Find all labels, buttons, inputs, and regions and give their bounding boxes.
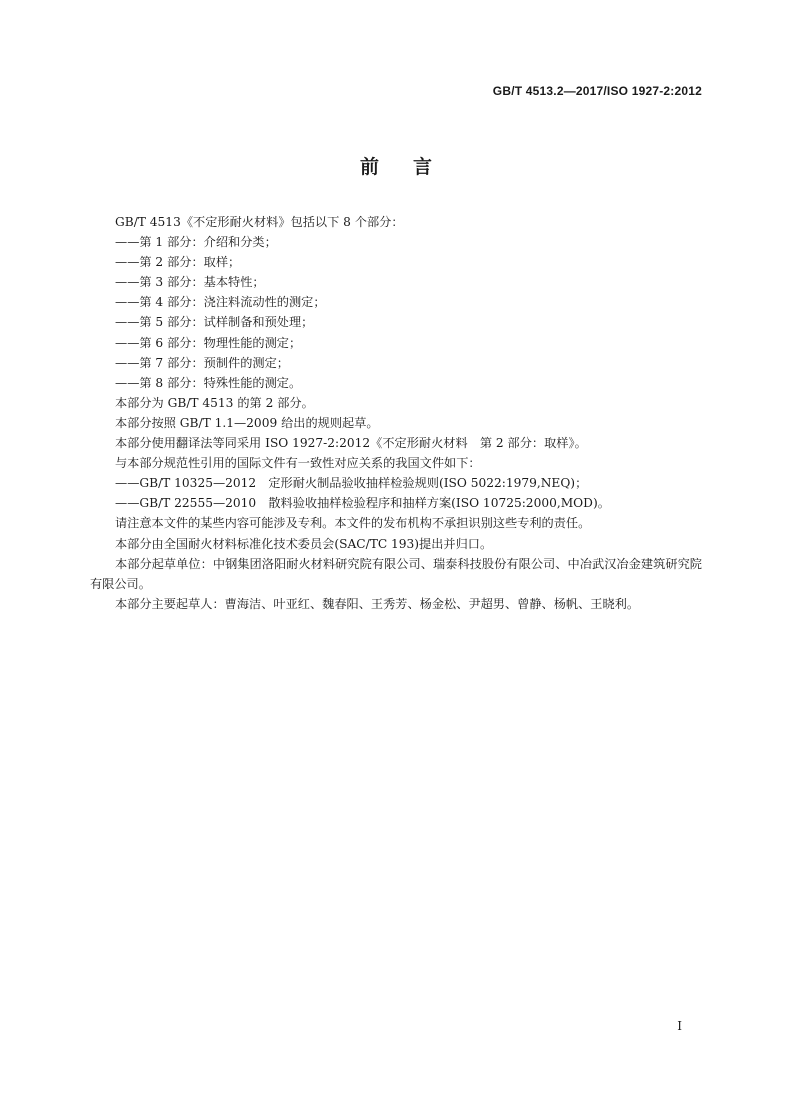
title-char-2: 言	[413, 156, 433, 178]
proposer-paragraph: 本部分由全国耐火材料标准化技术委员会(SAC/TC 193)提出并归口。	[115, 536, 493, 551]
referenced-documents-intro: 与本部分规范性引用的国际文件有一致性对应关系的我国文件如下：	[115, 456, 481, 471]
list-item-part-4: ——第 4 部分：浇注料流动性的测定；	[115, 295, 326, 310]
list-item-part-7: ——第 7 部分：预制件的测定；	[115, 355, 289, 370]
intro-paragraph: GB/T 4513《不定形耐火材料》包括以下 8 个部分：	[115, 215, 404, 229]
referenced-document-item: ——GB/T 22555—2010 散料验收抽样检验程序和抽样方案(ISO 10725:2000,MOD)。	[115, 496, 610, 511]
title-char-1: 前	[359, 156, 379, 178]
drafting-units-paragraph: 本部分起草单位：中钢集团洛阳耐火材料研究院有限公司、瑞泰科技股份有限公司、中冶武汉冶金建筑研究院有限公司。	[90, 556, 702, 591]
list-item-part-1: ——第 1 部分：介绍和分类；	[115, 235, 277, 250]
translation-method-paragraph: 本部分使用翻译法等同采用 ISO 1927-2:2012《不定形耐火材料 第 2 部分：取样》。	[115, 436, 587, 451]
page-title	[0, 152, 792, 179]
page-number: I	[677, 1019, 682, 1033]
list-item-part-8: ——第 8 部分：特殊性能的测定。	[115, 375, 302, 390]
list-item-part-2: ——第 2 部分：取样；	[115, 255, 241, 270]
standard-code-header: GB/T 4513.2—2017/ISO 1927-2:2012	[492, 84, 702, 98]
drafters-paragraph: 本部分主要起草人：曹海洁、叶亚红、魏春阳、王秀芳、杨金松、尹超男、曾静、杨帆、王晓利。	[115, 596, 640, 611]
list-item-part-5: ——第 5 部分：试样制备和预处理；	[115, 315, 314, 330]
list-item-part-6: ——第 6 部分：物理性能的测定；	[115, 335, 302, 350]
part-statement-paragraph: 本部分为 GB/T 4513 的第 2 部分。	[115, 395, 314, 410]
referenced-document-item: ——GB/T 10325—2012 定形耐火制品验收抽样检验规则(ISO 5022:1979,NEQ)；	[115, 476, 588, 491]
drafting-rules-paragraph: 本部分按照 GB/T 1.1—2009 给出的规则起草。	[115, 415, 379, 430]
patent-notice-paragraph: 请注意本文件的某些内容可能涉及专利。本文件的发布机构不承担识别这些专利的责任。	[115, 516, 591, 531]
foreword-body	[90, 212, 702, 614]
list-item-part-3: ——第 3 部分：基本特性；	[115, 275, 265, 290]
